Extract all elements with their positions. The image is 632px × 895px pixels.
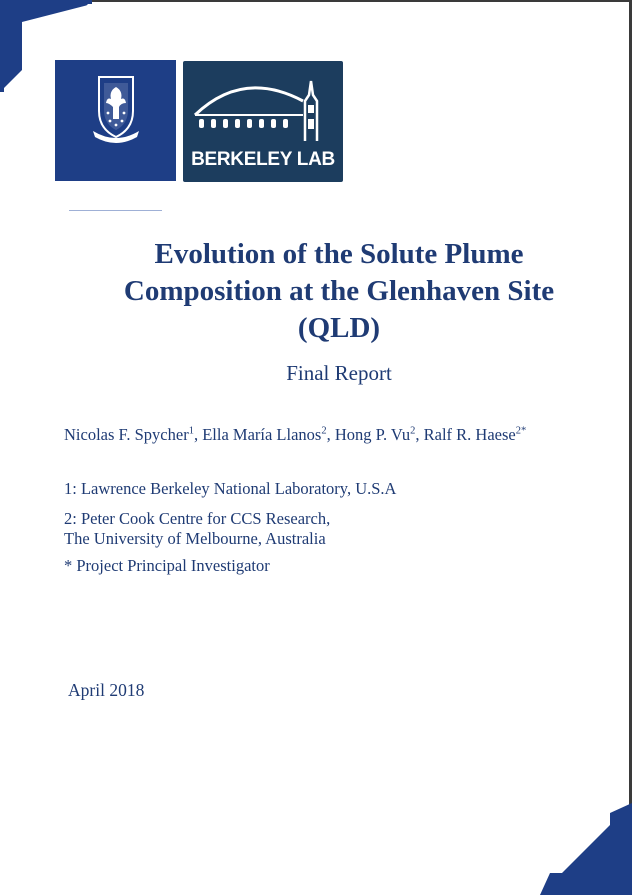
berkeley-lab-label: BERKELEY LAB — [191, 149, 335, 170]
melbourne-logo-rule — [69, 210, 162, 211]
affiliation-2-line-1: 2: Peter Cook Centre for CCS Research, — [64, 509, 331, 528]
melbourne-logo-line2: MELBOURNE — [72, 213, 159, 228]
melbourne-crest-icon — [91, 73, 141, 145]
title-line-3: (QLD) — [297, 312, 381, 344]
affiliation-1: 1: Lawrence Berkeley National Laboratory, U.S.A — [64, 479, 397, 498]
author-affiliation-marker: 2* — [515, 425, 527, 437]
author-affiliation-marker: 1 — [188, 425, 194, 437]
author-separator: , — [415, 425, 424, 444]
affiliation-2-line-2: The University of Melbourne, Australia — [64, 529, 326, 548]
author-affiliation-marker: 2 — [410, 425, 416, 437]
melbourne-logo-line1: THE UNIVERSITY OF — [59, 197, 172, 209]
author-affiliation-marker: 2 — [321, 425, 327, 437]
berkeley-lab-logo — [183, 61, 343, 182]
page-border-top — [0, 0, 632, 2]
author-name: Hong P. Vu — [334, 425, 411, 444]
report-title — [60, 236, 618, 347]
author-name: Ella María Llanos — [202, 425, 322, 444]
author-separator: , — [193, 425, 203, 444]
university-of-melbourne-logo — [55, 60, 176, 228]
title-line-1: Evolution of the Solute Plume — [154, 238, 524, 270]
corner-decoration-bottom-right — [540, 803, 632, 895]
author-list — [64, 425, 619, 445]
report-subtitle: Final Report — [286, 361, 392, 385]
author-name: Nicolas F. Spycher — [64, 425, 189, 444]
title-line-2: Composition at the Glenhaven Site — [123, 275, 555, 307]
report-date: April 2018 — [68, 680, 145, 700]
author-name: Ralf R. Haese — [423, 425, 516, 444]
author-separator: , — [326, 425, 335, 444]
principal-investigator-note: * Project Principal Investigator — [64, 556, 270, 575]
berkeley-building-icon — [193, 75, 335, 141]
